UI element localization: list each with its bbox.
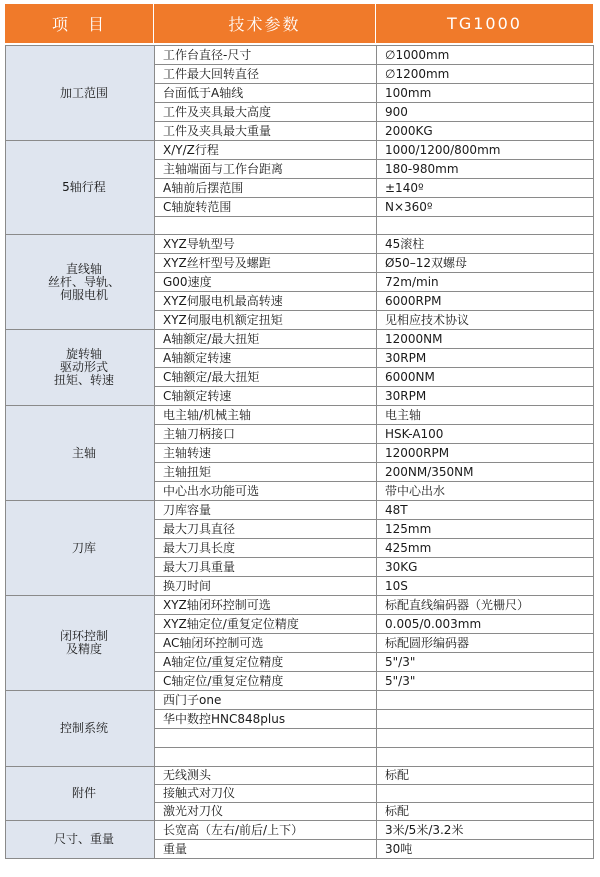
category-cell: 旋转轴 驱动形式 扭矩、转速 bbox=[6, 330, 155, 406]
param-name-cell: 最大刀具长度 bbox=[155, 539, 377, 558]
param-value-cell: 12000NM bbox=[377, 330, 594, 349]
param-value-cell: 425mm bbox=[377, 539, 594, 558]
param-value-cell: 30RPM bbox=[377, 387, 594, 406]
param-name-cell: 主轴扭矩 bbox=[155, 463, 377, 482]
param-name-cell: 工件及夹具最大重量 bbox=[155, 122, 377, 141]
param-value-cell: 125mm bbox=[377, 520, 594, 539]
category-cell: 5轴行程 bbox=[6, 141, 155, 235]
param-name-cell: XYZ丝杆型号及螺距 bbox=[155, 254, 377, 273]
category-cell: 附件 bbox=[6, 767, 155, 821]
param-value-cell: 100mm bbox=[377, 84, 594, 103]
param-name-cell: 长宽高（左右/前后/上下） bbox=[155, 821, 377, 840]
param-name-cell: 台面低于A轴线 bbox=[155, 84, 377, 103]
param-name-cell: 工件最大回转直径 bbox=[155, 65, 377, 84]
param-value-cell bbox=[377, 748, 594, 767]
param-name-cell bbox=[155, 748, 377, 767]
param-value-cell: 5"/3" bbox=[377, 653, 594, 672]
param-name-cell bbox=[155, 217, 377, 235]
param-name-cell: 西门子one bbox=[155, 691, 377, 710]
param-name-cell: 主轴端面与工作台距离 bbox=[155, 160, 377, 179]
param-value-cell: 12000RPM bbox=[377, 444, 594, 463]
param-name-cell: A轴额定/最大扭矩 bbox=[155, 330, 377, 349]
param-value-cell: 6000RPM bbox=[377, 292, 594, 311]
param-name-cell: 华中数控HNC848plus bbox=[155, 710, 377, 729]
param-value-cell: N×360º bbox=[377, 198, 594, 217]
param-value-cell: 45滚柱 bbox=[377, 235, 594, 254]
table-row bbox=[6, 141, 594, 160]
param-name-cell: 工件及夹具最大高度 bbox=[155, 103, 377, 122]
param-value-cell: 180-980mm bbox=[377, 160, 594, 179]
table-row bbox=[6, 821, 594, 840]
param-value-cell bbox=[377, 691, 594, 710]
param-name-cell bbox=[155, 729, 377, 748]
table-header bbox=[5, 4, 593, 43]
param-value-cell: 标配圆形编码器 bbox=[377, 634, 594, 653]
table-row bbox=[6, 330, 594, 349]
category-cell: 加工范围 bbox=[6, 46, 155, 141]
category-cell: 主轴 bbox=[6, 406, 155, 501]
param-name-cell: 电主轴/机械主轴 bbox=[155, 406, 377, 425]
param-name-cell: XYZ导轨型号 bbox=[155, 235, 377, 254]
param-name-cell: A轴定位/重复定位精度 bbox=[155, 653, 377, 672]
param-value-cell: 48T bbox=[377, 501, 594, 520]
header-category: 项 目 bbox=[5, 4, 154, 43]
param-value-cell: 标配 bbox=[377, 767, 594, 785]
param-value-cell bbox=[377, 710, 594, 729]
param-value-cell: 5"/3" bbox=[377, 672, 594, 691]
param-name-cell: A轴额定转速 bbox=[155, 349, 377, 368]
param-value-cell bbox=[377, 785, 594, 803]
category-cell: 闭环控制 及精度 bbox=[6, 596, 155, 691]
param-value-cell: 30KG bbox=[377, 558, 594, 577]
param-name-cell: C轴旋转范围 bbox=[155, 198, 377, 217]
category-cell: 控制系统 bbox=[6, 691, 155, 767]
param-value-cell bbox=[377, 217, 594, 235]
param-name-cell: 接触式对刀仪 bbox=[155, 785, 377, 803]
param-name-cell: 工作台直径-尺寸 bbox=[155, 46, 377, 65]
param-name-cell: XYZ轴闭环控制可选 bbox=[155, 596, 377, 615]
param-name-cell: 刀库容量 bbox=[155, 501, 377, 520]
param-name-cell: AC轴闭环控制可选 bbox=[155, 634, 377, 653]
param-value-cell: ±140º bbox=[377, 179, 594, 198]
param-name-cell: 激光对刀仪 bbox=[155, 803, 377, 821]
param-value-cell: 6000NM bbox=[377, 368, 594, 387]
param-name-cell: C轴定位/重复定位精度 bbox=[155, 672, 377, 691]
table-row bbox=[6, 406, 594, 425]
param-name-cell: 最大刀具重量 bbox=[155, 558, 377, 577]
param-value-cell: 带中心出水 bbox=[377, 482, 594, 501]
param-name-cell: A轴前后摆范围 bbox=[155, 179, 377, 198]
param-value-cell: 标配 bbox=[377, 803, 594, 821]
table-row bbox=[6, 501, 594, 520]
table-row bbox=[6, 767, 594, 785]
param-value-cell: ∅1000mm bbox=[377, 46, 594, 65]
table-row bbox=[6, 46, 594, 65]
param-name-cell: XYZ伺服电机最高转速 bbox=[155, 292, 377, 311]
param-value-cell: ∅1200mm bbox=[377, 65, 594, 84]
param-name-cell: 重量 bbox=[155, 840, 377, 859]
param-name-cell: 中心出水功能可选 bbox=[155, 482, 377, 501]
category-cell: 直线轴 丝杆、导轨、 伺服电机 bbox=[6, 235, 155, 330]
param-name-cell: G00速度 bbox=[155, 273, 377, 292]
param-name-cell: C轴额定转速 bbox=[155, 387, 377, 406]
param-value-cell: 72m/min bbox=[377, 273, 594, 292]
param-value-cell: 10S bbox=[377, 577, 594, 596]
param-name-cell: 无线测头 bbox=[155, 767, 377, 785]
param-value-cell: 30RPM bbox=[377, 349, 594, 368]
param-value-cell: 3米/5米/3.2米 bbox=[377, 821, 594, 840]
param-name-cell: X/Y/Z行程 bbox=[155, 141, 377, 160]
param-value-cell: 1000/1200/800mm bbox=[377, 141, 594, 160]
param-value-cell: 30吨 bbox=[377, 840, 594, 859]
param-name-cell: 主轴刀柄接口 bbox=[155, 425, 377, 444]
param-value-cell: 2000KG bbox=[377, 122, 594, 141]
param-value-cell: 见相应技术协议 bbox=[377, 311, 594, 330]
param-name-cell: XYZ伺服电机额定扭矩 bbox=[155, 311, 377, 330]
table-row bbox=[6, 691, 594, 710]
category-cell: 尺寸、重量 bbox=[6, 821, 155, 859]
param-value-cell: 电主轴 bbox=[377, 406, 594, 425]
spec-table bbox=[5, 45, 594, 859]
param-value-cell: 0.005/0.003mm bbox=[377, 615, 594, 634]
param-name-cell: 换刀时间 bbox=[155, 577, 377, 596]
param-value-cell: 标配直线编码器（光栅尺） bbox=[377, 596, 594, 615]
table-row bbox=[6, 596, 594, 615]
param-name-cell: XYZ轴定位/重复定位精度 bbox=[155, 615, 377, 634]
param-name-cell: 最大刀具直径 bbox=[155, 520, 377, 539]
header-param: 技术参数 bbox=[154, 4, 376, 43]
param-name-cell: 主轴转速 bbox=[155, 444, 377, 463]
category-cell: 刀库 bbox=[6, 501, 155, 596]
param-value-cell: Ø50–12双螺母 bbox=[377, 254, 594, 273]
table-row bbox=[6, 235, 594, 254]
param-name-cell: C轴额定/最大扭矩 bbox=[155, 368, 377, 387]
param-value-cell: 900 bbox=[377, 103, 594, 122]
param-value-cell: HSK-A100 bbox=[377, 425, 594, 444]
header-model: TG1000 bbox=[376, 4, 593, 43]
param-value-cell bbox=[377, 729, 594, 748]
param-value-cell: 200NM/350NM bbox=[377, 463, 594, 482]
